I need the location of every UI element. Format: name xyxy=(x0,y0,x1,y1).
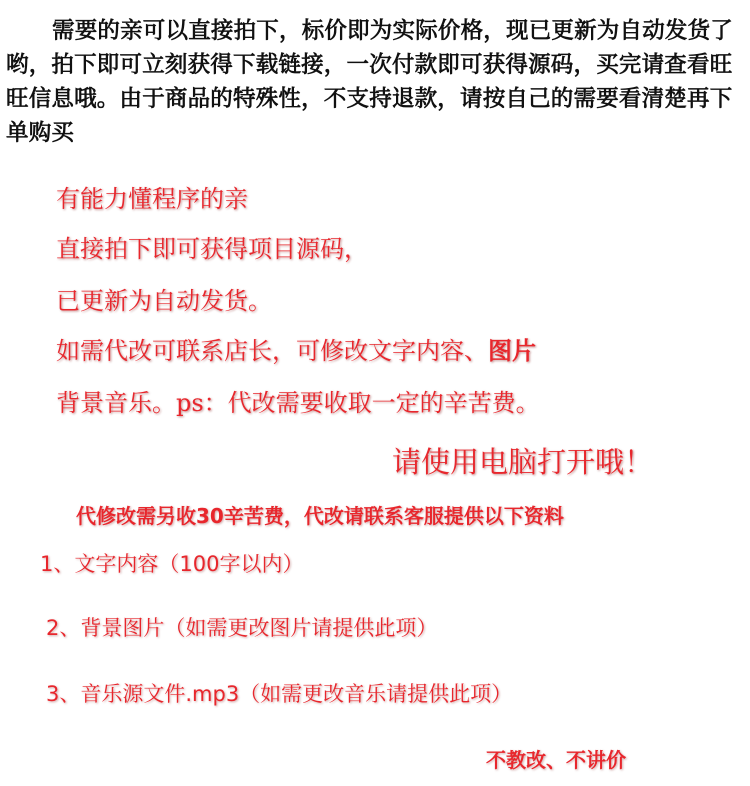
open-on-computer-notice: 请使用电脑打开哦！ xyxy=(392,445,654,479)
promo-line-1: 有能力懂程序的亲 xyxy=(56,185,248,213)
requirement-item-3: 3、音乐源文件.mp3（如需更改音乐请提供此项） xyxy=(46,682,513,706)
requirement-item-2: 2、背景图片（如需更改图片请提供此项） xyxy=(46,616,438,640)
intro-paragraph: 需要的亲可以直接拍下，标价即为实际价格，现已更新为自动发货了哟，拍下即可立刻获得下载链接，一次付款即可获得源码，买完请查看旺旺信息哦。由于商品的特殊性，不支持退款，请按自己的需要看清楚再下单购买 xyxy=(6,18,734,146)
promo-line-4-main: 如需代改可联系店长，可修改文字内容、 xyxy=(56,337,488,365)
requirements-footer: 不教改、不讲价 xyxy=(486,748,626,772)
promo-line-3: 已更新为自动发货。 xyxy=(56,287,272,315)
requirement-item-1: 1、文字内容（100字以内） xyxy=(40,552,304,576)
requirements-header: 代修改需另收30辛苦费，代改请联系客服提供以下资料 xyxy=(76,504,564,528)
promo-line-5: 背景音乐。ps：代改需要收取一定的辛苦费。 xyxy=(56,389,540,417)
promo-line-2: 直接拍下即可获得项目源码， xyxy=(56,235,368,263)
promo-line-4 xyxy=(56,336,536,366)
promo-line-4-bold: 图片 xyxy=(488,336,536,365)
